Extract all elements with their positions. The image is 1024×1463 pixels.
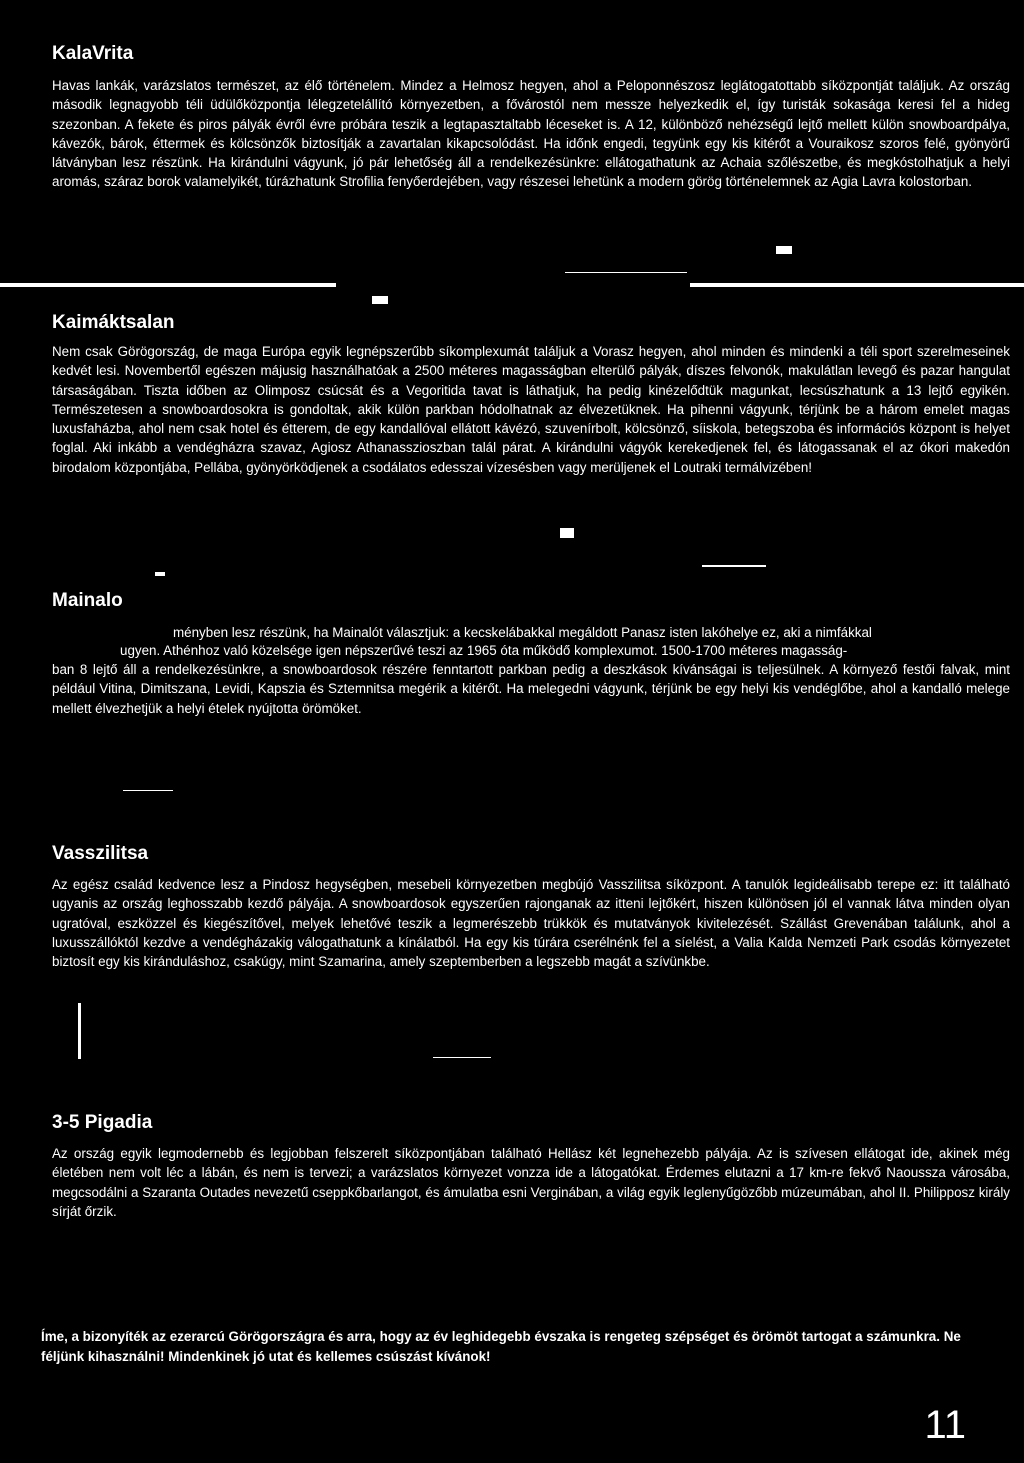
- section-mainalo: [52, 590, 1010, 612]
- section-title: 3-5 Pigadia: [52, 1112, 153, 1133]
- section-body: Nem csak Görögország, de maga Európa egyik legnépszerűbb síkomplexumát találjuk a Vorasz hegyen, ahol minden és mindenki a téli sport szerelmeseinek kedvét lesi. Novembertől egészen májusig használhatóak a 2500 méteres magasságban elterülő pályák, díszes felvonók, makulátlan levegő és pazar hangulat társaságában. Tiszta időben az Olimposz csúcsát és a Vegoritida tavat is láthatjuk, ha pedig kinézelődtük magunkat, lecsúszhatunk a 13 lejtő egyikén. Természetesen a snowboardosokra is gondoltak, akik külön parkban hódolhatnak az élvezetüknek. Ha pihenni vágyunk, térjünk be a három emelet magas luxusfaházba, ahol nem csak hotel és étterem, de egy kandallóval ellátott kávézó, szuvenírbolt, kölcsönző, síiskola, betegszoba és információs központ is helyet foglal. Aki inkább a vendégházra szavaz, Agiosz Athanasszioszban talál párat. A kirándulni vágyók kerekedjenek fel, és látogassanak el az ókori makedón birodalom központjába, Pellába, gyönyörködjenek a csodálatos edesszai vízesésben vagy merüljenek el Loutraki termálvizében!: [52, 344, 1010, 475]
- divider-line: [690, 283, 1024, 287]
- section-body: ban 8 lejtő áll a rendelkezésünkre, a snowboardosok részére fenntartott parkban pedig a deszkások kívánságai is teljesülnek. A környező festői falvak, mint például Vitina, Dimitszana, Levidi, Kapszia és Sztemnitsa megérik a kitérőt. Ha melegedni vágyunk, térjünk be egy helyi kis vendéglőbe, ahol a kandalló melege mellett élvezhetjük a helyi ételek nyújtotta örömöket.: [52, 662, 1010, 716]
- section-title: KalaVrita: [52, 43, 134, 64]
- section-body: Az ország egyik legmodernebb és legjobban felszerelt síközpontjában található Hellász két legnehezebb pályája. Az is szívesen ellátogat ide, akinek még életében nem volt léc a lábán, és nem is tervezi; a varázslatos környezet vonzza ide a látogatókat. Érdemes elutazni a 17 km-re fekvő Naoussza városába, megcsodálni a Szaranta Outades nevezetű cseppkőbarlangot, és ámulatba esni Verginában, a világ egyik leglenyűgözőbb múzeumában, ahol II. Philipposz király sírját őrzik.: [52, 1146, 1010, 1219]
- section-title: Mainalo: [52, 590, 123, 611]
- section-title: Kaimáktsalan: [52, 312, 175, 333]
- section-kalavrita: [52, 43, 1010, 192]
- closing-paragraph: Íme, a bizonyíték az ezerarcú Görögországra és arra, hogy az év leghidegebb évszaka is rengeteg szépséget és örömöt tartogat a számunkra. Ne féljünk kihasználni! Mindenkinek jó utat és kellemes csúszást kívánok!: [41, 1329, 961, 1364]
- section-body-line: ugyen. Athénhoz való közelsége igen népszerűvé teszi az 1965 óta működő komplexumot. 1500-1700 méteres magasság-: [120, 643, 848, 658]
- section-body-line: ményben lesz részünk, ha Mainalót választjuk: a kecskelábakkal megáldott Panasz isten lakóhelye ez, aki a nimfákkal: [173, 625, 872, 640]
- divider-line: [123, 790, 173, 791]
- divider-line: [0, 283, 336, 287]
- section-body: Havas lankák, varázslatos természet, az élő történelem. Mindez a Helmosz hegyen, ahol a Peloponnészosz leglátogatottabb síközpontját találjuk. Az ország második legnagyobb téli üdülőközpontja lélegzetelállító környezetben, a fővárostól nem messze helyezkedik el, így turisták sokasága keresi fel a hideg szezonban. A fekete és piros pályák évről évre próbára teszik a legtapasztaltabb léceseket is. A 12, különböző nehézségű lejtő mellett külön snowboardpálya, kávezók, bárok, éttermek és kölcsönzők biztosítják a zavartalan kikapcsolódást. Ha időnk engedi, tegyünk egy kis kitérőt a Vouraikosz szoros felé, gyönyörű látványban lesz részünk. Ha kirándulni vágyunk, jó pár lehetőség áll a rendelkezésünkre: ellátogathatunk az Achaia szőlészetbe, és megkóstolhatjuk a helyi aromás, száraz borok valamelyikét, túrázhatunk Strofilia fenyőerdejében, vagy részesei lehetünk a modern görög történelemnek az Agia Lavra kolostorban.: [52, 78, 1010, 190]
- divider-line: [433, 1057, 491, 1058]
- scan-artifact: [560, 528, 574, 538]
- scan-artifact: [155, 572, 165, 576]
- divider-line: [702, 565, 766, 567]
- section-kaimaktsalan: [52, 312, 1010, 477]
- divider-line: [78, 1003, 81, 1059]
- divider-line: [565, 272, 687, 273]
- section-title: Vasszilitsa: [52, 843, 149, 864]
- section-vasszilitsa: [52, 843, 1010, 971]
- scan-artifact: [372, 296, 388, 304]
- scan-artifact: [776, 246, 792, 254]
- page-number: 11: [924, 1403, 966, 1447]
- section-body: Az egész család kedvence lesz a Pindosz hegységben, mesebeli környezetben megbújó Vasszilitsa síközpont. A tanulók legideálisabb terepe ez: itt található ugyanis az ország leghosszabb kezdő pályája. A snowboardosok egyszerűen rajonganak az itteni lejtőkért, hiszen különösen jól el vannak látva minden olyan ugratóval, eszközzel és kiegészítővel, melyek lehetővé teszik a legmerészebb trükkök és mutatványok kivitelezését. Szállást Grevenában találunk, ahol a luxusszállóktól kezdve a vendégházakig válogathatunk a kínálatból. Ha egy kis túrára cserélnénk fel a síelést, a Valia Kalda Nemzeti Park csodás környezetet biztosít egy kis kiránduláshoz, csakúgy, mint Szamarina, amely szeptemberben a legszebb magát a szívünkbe.: [52, 877, 1010, 970]
- section-3-5-pigadia: [52, 1112, 1010, 1221]
